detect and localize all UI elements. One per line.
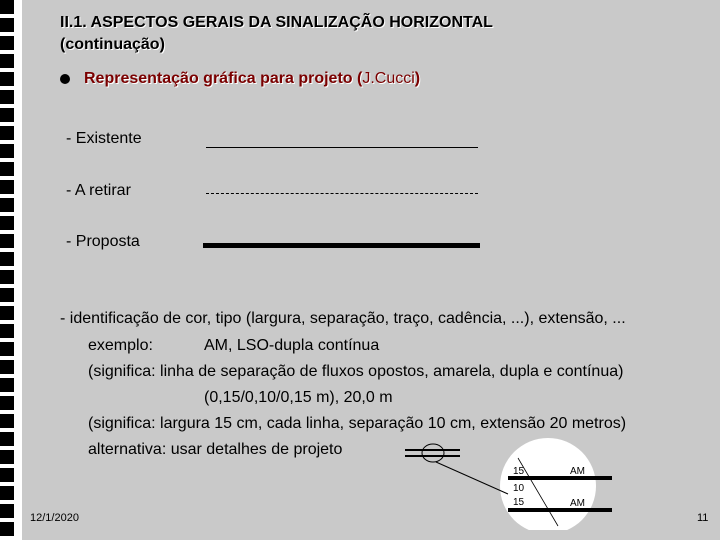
body-identification: - identificação de cor, tipo (largura, separação, traço, cadência, ...), extensão, ... [60, 310, 626, 327]
body-dimensions: (0,15/0,10/0,15 m), 20,0 m [204, 389, 393, 406]
body-example-value: AM, LSO-dupla contínua [204, 337, 380, 354]
slide-date: 12/1/2020 [30, 512, 79, 524]
slide-title [60, 12, 493, 56]
body-alternative: alternativa: usar detalhes de projeto [88, 441, 343, 458]
legend-remove-label: - A retirar [66, 182, 131, 199]
bullet-text [84, 70, 420, 87]
slide-page-number: 11 [697, 512, 709, 524]
detail-leader-line [436, 462, 508, 494]
title-line-1: II.1. ASPECTOS GERAIS DA SINALIZAÇÃO HORIZONTAL [60, 14, 493, 31]
detail-color-2: AM [570, 498, 585, 509]
detail-width-2: 15 [513, 497, 525, 508]
bullet-item [60, 70, 420, 88]
title-line-2: (continuação) [60, 36, 165, 53]
detail-callout-marker [422, 444, 444, 462]
slide-edge-stripe [0, 0, 14, 540]
project-detail-drawing [400, 430, 620, 530]
bullet-main-text: Representação gráfica para projeto ( [84, 70, 363, 87]
legend-proposed-line [203, 243, 480, 248]
legend-existing-line [206, 147, 478, 148]
bullet-dot-icon [60, 74, 70, 84]
bullet-reference: J.Cucci [362, 70, 415, 87]
legend-existing-label: - Existente [66, 130, 142, 147]
bullet-close-paren: ) [414, 70, 421, 87]
detail-separation: 10 [513, 483, 525, 494]
body-meaning-1: (significa: linha de separação de fluxos opostos, amarela, dupla e contínua) [88, 363, 624, 380]
body-example-label: exemplo: [88, 337, 153, 354]
detail-color-1: AM [570, 466, 585, 477]
body-meaning-2: (significa: largura 15 cm, cada linha, separação 10 cm, extensão 20 metros) [88, 415, 627, 432]
legend-remove-line [206, 193, 478, 194]
legend-proposed-label: - Proposta [66, 233, 140, 250]
detail-width-1: 15 [513, 466, 525, 477]
